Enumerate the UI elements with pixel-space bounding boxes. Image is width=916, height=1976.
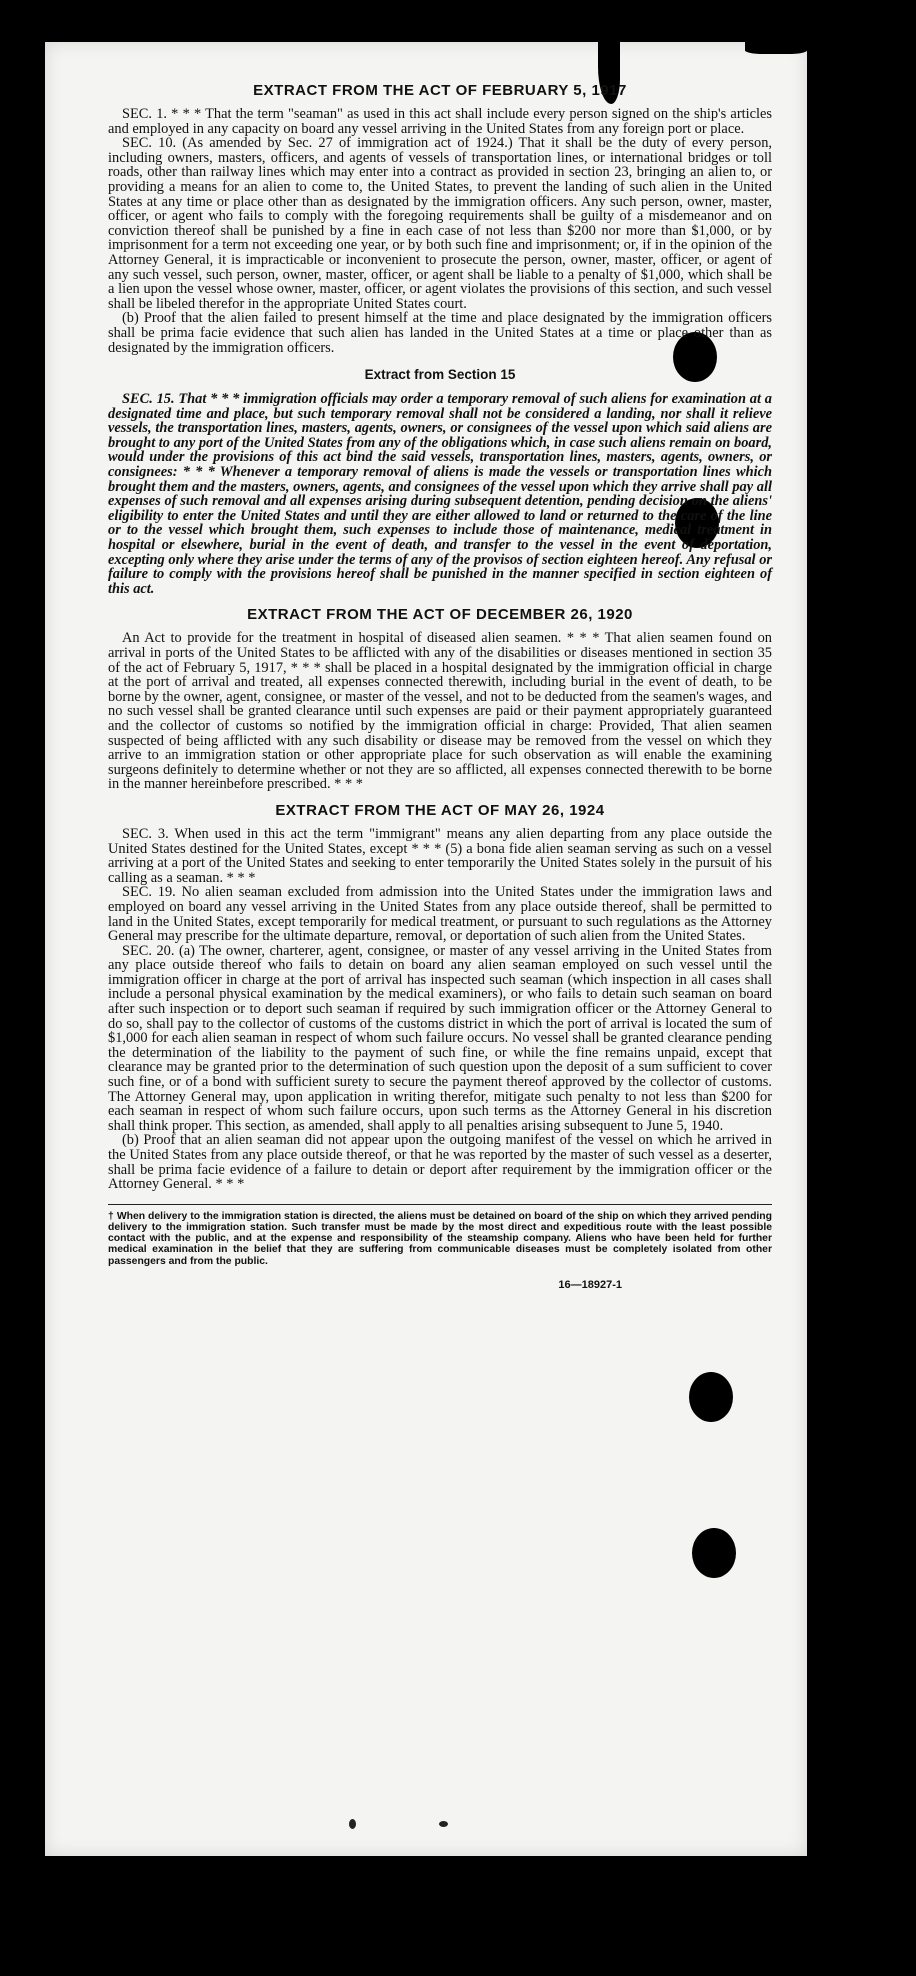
paragraph-act-1920: An Act to provide for the treatment in hospital of diseased alien seamen. * * * That alien seamen found on arrival in ports of the United States to be afflicted with any of the disabilities or diseases mentioned in section 35 of the act of February 5, 1917, * * * shall be placed in a hospital designated by the immigration official in charge at the port of arrival and treated, all expenses connected therewith, including burial in the event of death, to be borne by the owner, agent, consignee, or master of the vessel, and not to be deducted from the seamen's wages, and no such vessel shall be granted clearance until such expenses are paid or their payment appropriately guaranteed and the collector of customs so notified by the immigration official in charge: Provided, That alien seamen suspected of being afflicted with any such disability or disease may be removed from the vessel on which they arrive to an immigration station or other appropriate place for such observation as will enable the examining surgeons definitely to determine whether or not they are so afflicted, all expenses connected therewith to be borne in the manner hereinbefore prescribed. * * * xyxy=(108,630,772,793)
paragraph-1924-sec-20b: (b) Proof that an alien seaman did not appear upon the outgoing manifest of the vessel on which he arrived in the United States from any place outside thereof, or that he was reported by the master of such vessel as a deserter, shall be prima facie evidence of a failure to detain or deport after requirement by the immigration officer or the Attorney General. * * * xyxy=(108,1132,772,1193)
ink-mark xyxy=(439,1821,448,1827)
document-body xyxy=(108,82,772,1291)
form-number: 16—18927-1 xyxy=(558,1278,622,1291)
paragraph-sec-10: SEC. 10. (As amended by Sec. 27 of immigration act of 1924.) That it shall be the duty of every person, including owners, masters, officers, and agents of vessels of transportation lines, or international bridges or toll roads, other than railway lines which may enter into a contract as provided in section 23, bringing an alien to, or providing a means for an alien to come to, the United States, to prevent the landing of such alien in the United States at any time or place other than as designated by the immigration officers. Any such person, owner, master, officer, or agent who fails to comply with the foregoing requirements shall be guilty of a misdemeanor and on conviction thereof shall be punished by a fine in each case of not less than $200 nor more than $1,000, or by imprisonment for a term not exceeding one year, or by both such fine and imprisonment; or, if in the opinion of the Attorney General, it is impracticable or inconvenient to prosecute the person, owner, master, officer, or agent of any such vessel, such person, owner, master, officer, or agent shall be liable to a penalty of $1,000, which shall be a lien upon the vessel whose owner, master, officer, or agent violates the provisions of this section, and such vessel shall be libeled therefor in the appropriate United States court. xyxy=(108,135,772,312)
paragraph-sec-15: SEC. 15. That * * * immigration officials may order a temporary removal of such aliens for examination at a designated time and place, but such temporary removal shall not be considered a landing, nor shall it relieve vessels, the transportation lines, masters, agents, owners, or consignees of the vessel upon which said aliens are brought to any port of the United States from any of the obligations which, in case such aliens remain on board, would under the provisions of this act bind the said vessels, transportation lines, masters, agents, owners, or consignees: * * * Whenever a temporary removal of aliens is made the vessels or transportation lines which brought them and the masters, owners, agents, and consignees of the vessel upon which they arrive shall pay all expenses of such removal and all expenses arising during subsequent detention, pending decision on the aliens' eligibility to enter the United States and until they are either allowed to land or returned to the care of the line or to the vessel which brought them, such expenses to include those of maintenance, medical treatment in hospital or elsewhere, burial in the event of death, and transfer to the vessel in the event of deportation, excepting only where they arise under the terms of any of the provisos of section eighteen hereof. Any refusal or failure to comply with the provisions hereof shall be punished in the manner specified in section eighteen of this act. xyxy=(108,391,772,597)
punch-hole xyxy=(692,1528,736,1578)
footnote-divider xyxy=(108,1204,772,1205)
paragraph-sec-10b: (b) Proof that the alien failed to present himself at the time and place designated by the immigration officers shall be prima facie evidence that such alien has landed in the United States at a time or place other than as designated by the immigration officers. xyxy=(108,310,772,356)
paragraph-1924-sec-20: SEC. 20. (a) The owner, charterer, agent, consignee, or master of any vessel arriving in the United States from any place outside thereof who fails to detain on board any alien seaman employed on such vessel until the immigration officer in charge at the port of arrival has inspected such seaman (which inspection in all cases shall include a personal physical examination by the medical examiners), or who fails to detain such seaman on board after such inspection or to deport such seaman if required by such immigration officer or the Attorney General to do so, shall pay to the collector of customs of the customs district in which the port of arrival is located the sum of $1,000 for each alien seaman in respect of whom such failure occurs. No vessel shall be granted clearance pending the determination of the liability to the payment of such fine, or while the fine remains unpaid, except that clearance may be granted prior to the determination of such question upon the deposit of a sum sufficient to cover such fine, or of a bond with sufficient surety to secure the payment thereof approved by the collector of customs. The Attorney General may, upon application in writing therefor, mitigate such penalty to not less than $200 for each seaman in respect of whom such failure occurs, upon such terms as the Attorney General in his discretion shall think proper. This section, as amended, shall apply to all penalties arising subsequent to June 5, 1940. xyxy=(108,942,772,1134)
punch-hole xyxy=(689,1372,733,1422)
heading-act-1924: EXTRACT FROM THE ACT OF MAY 26, 1924 xyxy=(275,801,605,819)
paragraph-sec-1: SEC. 1. * * * That the term "seaman" as used in this act shall include every person signed on the ship's articles and employed in any capacity on board any vessel arriving in the United States from any foreign port or place. xyxy=(108,106,772,137)
ink-mark xyxy=(349,1819,356,1829)
paragraph-1924-sec-3: SEC. 3. When used in this act the term "immigrant" means any alien departing from any place outside the United States destined for the United States, except * * * (5) a bona fide alien seaman serving as such on a vessel arriving at a port of the United States and seeking to enter temporarily the United States solely in the pursuit of his calling as a seaman. * * * xyxy=(108,825,772,886)
heading-act-1920: EXTRACT FROM THE ACT OF DECEMBER 26, 1920 xyxy=(247,606,633,624)
document-page xyxy=(45,42,807,1856)
footnote: † When delivery to the immigration station is directed, the aliens must be detained on board of the ship on which they arrived pending delivery to the immigration station. Such transfer must be made by the most direct and expeditious route with the least possible contact with the public, and at the expense and responsibility of the steamship company. Aliens who have been held for further medical examination in the belief that they are suffering from communicable diseases must be completely isolated from other passengers and from the public. xyxy=(108,1210,772,1267)
top-right-tear xyxy=(745,42,807,54)
heading-section-15: Extract from Section 15 xyxy=(364,367,516,383)
paragraph-1924-sec-19: SEC. 19. No alien seaman excluded from admission into the United States under the immigration laws and employed on board any vessel arriving in the United States from any place outside thereof, shall be permitted to land in the United States, except temporarily for medical treatment, or pursuant to such regulations as the Attorney General may prescribe for the ultimate departure, removal, or deportation of such alien from the United States. xyxy=(108,884,772,945)
heading-act-1917: EXTRACT FROM THE ACT OF FEBRUARY 5, 1917 xyxy=(253,82,627,99)
